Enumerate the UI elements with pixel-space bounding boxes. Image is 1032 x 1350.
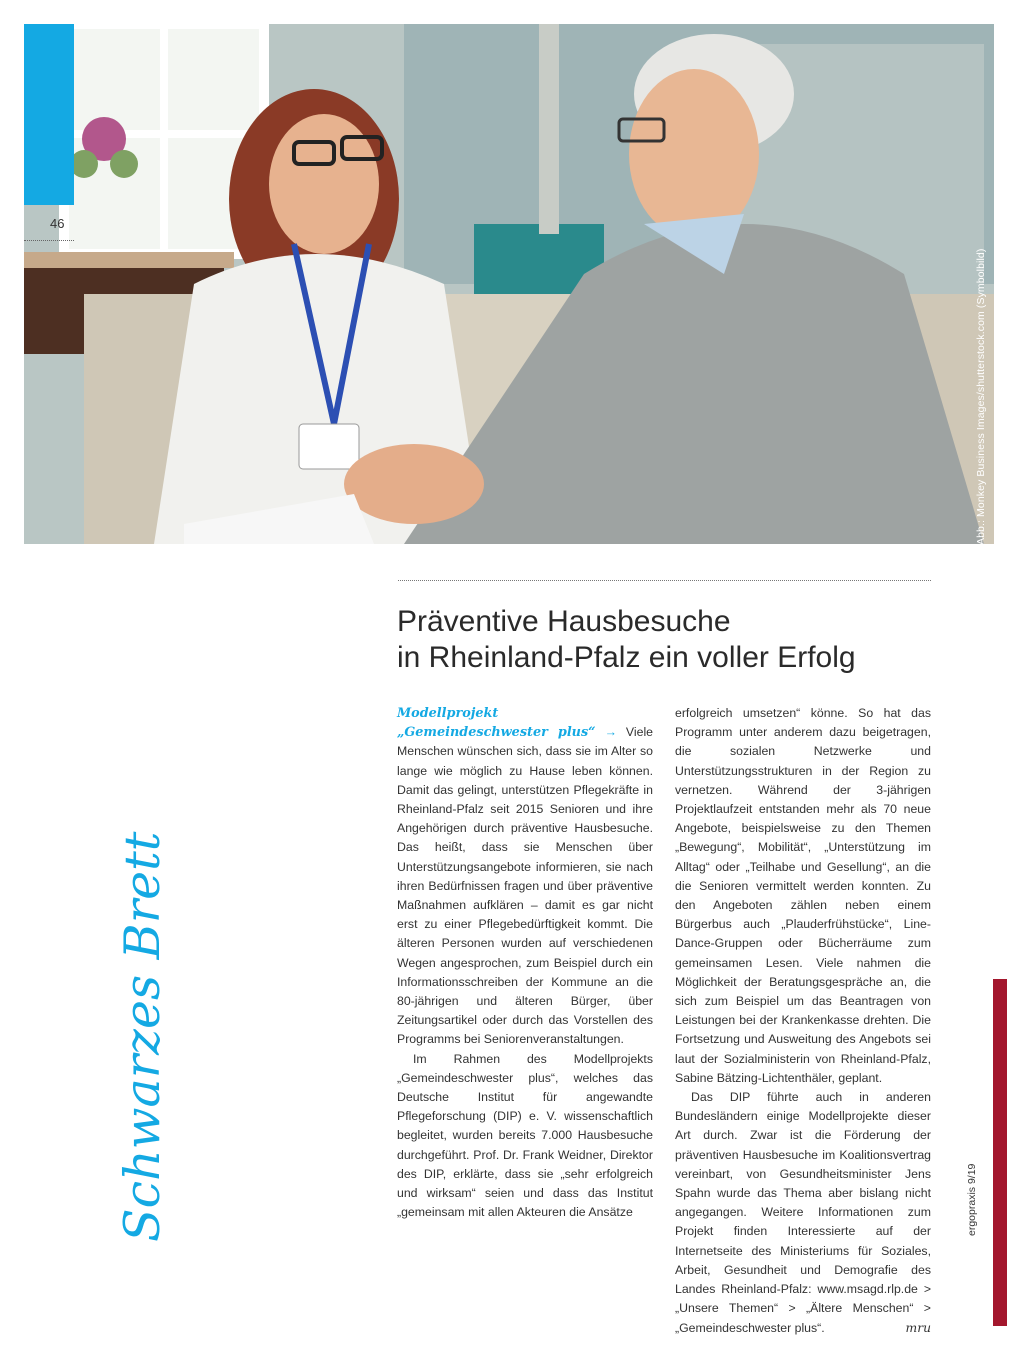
article-lead: Modellprojekt „Gemeindeschwester plus“	[397, 706, 596, 741]
article-photo	[24, 24, 994, 544]
headline-divider	[398, 580, 931, 581]
headline-line-2: in Rheinland-Pfalz ein voller Erfolg	[397, 641, 856, 674]
section-color-tab	[24, 24, 74, 205]
article-paragraph-2: Im Rahmen des Modellprojekts „Gemeindeschwester plus“, welches das Deutsche Institut für angewandte Pflegeforschung (DIP) e. V. wissenschaftlich begleitet, wurden bereits 7.000 Hausbesuche durchgeführt. Prof. Dr. Frank Weidner, Direktor des DIP, erklärte, dass sie „sehr erfolgreich und wirksam“ seien und dass das Institut „gemeinsam mit allen Akteuren die Ansätze	[397, 1051, 653, 1220]
article-headline	[397, 604, 937, 676]
section-title: Schwarzes Brett	[114, 831, 171, 1242]
journal-reference: ergopraxis 9/19	[966, 1163, 978, 1236]
photo-credit: Abb.: Monkey Business Images/shutterstock.com (Symbolbild)	[975, 248, 987, 545]
article-paragraph-2-continued: erfolgreich umsetzen“ könne. So hat das Programm unter anderem dazu beigetragen, die sozialen Netzwerke und Unterstützungsstrukturen in der Region zu vernetzen. Während der 3-jährigen Projektlaufzeit entstanden mehr als 70 neue Angebote, beispielsweise zu den Themen „Bewegung“, Mobilität“, „Unterstützung im Alltag“ oder „Teilhabe und Gesellung“, an die die Senioren vermittelt werden konnten. Zu den Angeboten zählen neben einem Bürgerbus auch „Plauderfrühstücke“, Line-Dance-Gruppen oder Bücherräume zum gemeinsamen Lesen. Viele nahmen die Möglichkeit der Beratungsgespräche an, die sich zum Beispiel um das Beantragen von Leistungen bei der Krankenkasse drehten. Die Fortsetzung und Ausweitung des Angebots sei laut der Sozialministerin von Rheinland-Pfalz, Sabine Bätzing-Lichtenthäler, geplant.	[675, 706, 931, 1085]
paragraph-1-text: Viele Menschen wünschen sich, dass sie im Alter so lange wie möglich zu Hause leben können. Damit das gelingt, unterstützen Pflegekräfte in Rheinland-Pfalz seit 2015 Senioren und ihre Angehörigen durch präventive Hausbesuche. Das heißt, dass sie Menschen über Unterstützungsangebote informieren, sie nach ihren Bedürfnissen fragen und über präventive Maßnahmen aufklären – damit es gar nicht erst zu einer Pflegebedürftigkeit kommt. Die älteren Personen wurden auf verschiedenen Wegen angesprochen, zum Beispiel durch ein Informationsschreiben der Kommune an die 80-jährigen und älteren Bürger, über Zeitungsartikel oder durch das Vorstellen des Programms bei Seniorenveranstaltungen.	[397, 725, 654, 1047]
page-number-divider	[24, 240, 74, 241]
paragraph-3-text: Das DIP führte auch in anderen Bundesländern einige Modellprojekte dieser Art durch. Zwar ist die Förderung der präventiven Hausbesuche im Koalitionsvertrag vereinbart, von Gesundheitsminister Jens Spahn wurde das Thema aber bislang nicht angegangen. Weitere Informationen zum Projekt finden Interessierte auf der Internetseite des Ministeriums für Soziales, Arbeit, Gesundheit und Demografie des Landes Rheinland-Pfalz: www.msagd.rlp.de > „Unsere Themen“ > „Ältere Menschen“ > „Gemeindeschwester plus“.	[675, 1090, 931, 1335]
side-accent-bar	[993, 979, 1007, 1326]
article-column-left	[397, 704, 653, 1222]
headline-line-1: Präventive Hausbesuche	[397, 605, 731, 638]
page-number: 46	[50, 216, 65, 231]
article-paragraph-1	[397, 704, 653, 1050]
arrow-icon: →	[604, 725, 617, 740]
author-initials: mru	[905, 1320, 931, 1335]
article-column-right	[675, 704, 931, 1338]
article-paragraph-3	[675, 1088, 931, 1338]
